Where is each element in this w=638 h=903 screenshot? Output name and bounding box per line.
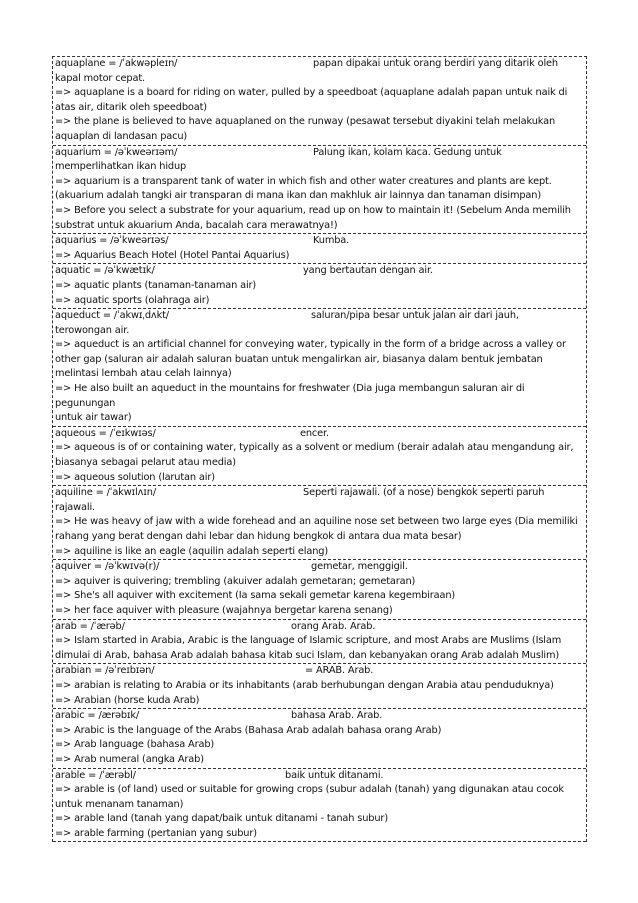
entry-term: aquatic = /əˈkwætɪk/ (55, 265, 155, 277)
example-line: => Aquarius Beach Hotel (Hotel Pantai Aquarius) (55, 249, 290, 261)
example-line: => the plane is believed to have aquaplaned on the runway (pesawat tersebut diyakini telah melakukan (55, 116, 556, 128)
entry-headline (55, 620, 584, 635)
example-line: => Before you select a substrate for your aquarium, read up on how to maintain it! (Sebelum Anda memilih (55, 204, 571, 216)
entry-term: arabic = /ærəbɪk/ (55, 710, 140, 722)
example-line: => He also built an aqueduct in the mountains for freshwater (Dia juga membangun saluran air di (55, 383, 525, 395)
example-line: (akuarium adalah tangki air transparan di mana ikan dan makhluk air lainnya dan tanaman disimpan) (55, 190, 542, 202)
dictionary-entry (53, 486, 586, 560)
example-line: biasanya sebagai pelarut atau media) (55, 457, 236, 469)
entry-headline (55, 264, 584, 279)
dictionary-entry (53, 57, 586, 146)
entry-headline (55, 560, 584, 575)
entry-meaning: baik untuk ditanami. (285, 769, 384, 781)
entry-term: arab = /ˈærəb/ (55, 620, 125, 632)
example-line: => aqueduct is an artificial channel for conveying water, typically in the form of a bridge across a valley or (55, 339, 566, 351)
entry-meaning-continued: rajawali. (55, 501, 95, 513)
entry-meaning: saluran/pipa besar untuk jalan air dari jauh, (311, 310, 519, 322)
dictionary-entries (52, 56, 587, 842)
example-line: => aquiline is like an eagle (aquilin adalah seperti elang) (55, 545, 329, 557)
example-line: => arabian is relating to Arabia or its inhabitants (arab berhubungan dengan Arabia atau penduduknya) (55, 679, 554, 691)
entry-meaning: orang Arab. Arab. (291, 620, 376, 632)
entry-headline (55, 664, 584, 679)
example-line: substrat untuk akuarium Anda, bacalah cara merawatnya!) (55, 219, 338, 231)
entry-meaning-continued: kapal motor cepat. (55, 72, 145, 84)
entry-meaning-continued: memperlihatkan ikan hidup (55, 161, 187, 173)
example-line: untuk menanam tanaman) (55, 798, 184, 810)
entry-meaning: bahasa Arab. Arab. (291, 710, 383, 722)
example-line: => Arab numeral (angka Arab) (55, 753, 204, 765)
example-line: => He was heavy of jaw with a wide forehead and an aquiline nose set between two large eyes (Dia memiliki (55, 516, 578, 528)
dictionary-entry (53, 709, 586, 768)
entry-headline (55, 427, 584, 442)
entry-meaning: papan dipakai untuk orang berdiri yang ditarik oleh (313, 58, 558, 69)
entry-term: aqueduct = /ˈakwɪˌdʌkt/ (55, 310, 169, 322)
example-line: dimulai di Arab, bahasa Arab adalah bahasa kitab suci Islam, dan kebanyakan orang Arab adalah Muslim) (55, 649, 560, 661)
dictionary-entry (53, 309, 586, 427)
entry-headline (55, 57, 584, 72)
example-line: => aquarium is a transparent tank of water in which fish and other water creatures and plants are kept. (55, 175, 552, 187)
example-line: => her face aquiver with pleasure (wajahnya bergetar karena senang) (55, 604, 393, 616)
example-line: atas air, ditarik oleh speedboat) (55, 101, 207, 113)
entry-meaning: = ARAB. Arab. (305, 665, 374, 677)
entry-meaning: Palung ikan, kolam kaca. Gedung untuk (313, 146, 502, 158)
example-line: => arable is (of land) used or suitable for growing crops (subur adalah (tanah) yang digunakan atau cocok (55, 784, 564, 796)
entry-meaning: gemetar, menggigil. (311, 561, 408, 573)
dictionary-entry (53, 146, 586, 235)
entry-headline (55, 709, 584, 724)
example-line: rahang yang berat dengan dahi lebar dan hidung bengkok di antara dua mata besar) (55, 531, 462, 542)
example-line: => Arabian (horse kuda Arab) (55, 694, 200, 706)
dictionary-entry (53, 264, 586, 309)
dictionary-entry (53, 427, 586, 486)
example-line: => She's all aquiver with excitement (Ia sama sekali gemetar karena kegembiraan) (55, 590, 456, 602)
example-line: => Islam started in Arabia, Arabic is the language of Islamic scripture, and most Arabs are Muslims (Islam (55, 635, 562, 647)
entry-term: aqueous = /ˈeɪkwɪəs/ (55, 427, 156, 439)
example-line: => aquatic sports (olahraga air) (55, 294, 210, 306)
entry-headline (55, 309, 584, 324)
example-line: => aqueous is of or containing water, typically as a solvent or medium (berair adalah atau mengandung air, (55, 442, 574, 454)
dictionary-entry (53, 769, 586, 843)
entry-headline (55, 769, 584, 784)
dictionary-entry (53, 664, 586, 709)
example-line: => aquatic plants (tanaman-tanaman air) (55, 279, 257, 291)
entry-term: arabian = /əˈreɪbɪən/ (55, 665, 155, 677)
entry-term: aquiline = /ˈakwɪlʌɪn/ (55, 487, 156, 499)
entry-meaning-continued: terowongan air. (55, 324, 130, 336)
example-line: => aqueous solution (larutan air) (55, 471, 215, 483)
entry-meaning: Kumba. (313, 235, 350, 247)
example-line: pegunungan (55, 397, 116, 409)
example-line: => arable farming (pertanian yang subur) (55, 827, 257, 839)
entry-meaning: yang bertautan dengan air. (303, 265, 433, 277)
dictionary-entry (53, 560, 586, 619)
example-line: => Arab language (bahasa Arab) (55, 739, 215, 751)
entry-meaning: Seperti rajawali. (of a nose) bengkok seperti paruh (303, 487, 545, 499)
example-line: => Arabic is the language of the Arabs (Bahasa Arab adalah bahasa orang Arab) (55, 724, 442, 736)
entry-term: aquaplane = /ˈakwəpleɪn/ (55, 58, 178, 69)
entry-meaning: encer. (300, 427, 329, 439)
entry-term: arable = /ˈærəbl/ (55, 769, 136, 781)
entry-term: aquiver = /əˈkwɪvə(r)/ (55, 561, 160, 573)
entry-term: aquarium = /əˈkweərɪəm/ (55, 146, 178, 158)
entry-headline (55, 146, 584, 161)
example-line: untuk air tawar) (55, 412, 132, 424)
entry-headline (55, 234, 584, 249)
example-line: aquaplan di landasan pacu) (55, 130, 188, 142)
dictionary-entry (53, 234, 586, 264)
example-line: => aquaplane is a board for riding on water, pulled by a speedboat (aquaplane adalah papan untuk naik di (55, 87, 568, 99)
example-line: => aquiver is quivering; trembling (akuiver adalah gemetaran; gemetaran) (55, 575, 416, 587)
example-line: melintasi lembah atau celah lainnya) (55, 368, 232, 380)
example-line: other gap (saluran air adalah saluran buatan untuk mengalirkan air, biasanya dalam bentuk jembatan (55, 353, 543, 365)
entry-term: aquarius = /əˈkweərɪəs/ (55, 235, 169, 247)
entry-headline (55, 486, 584, 501)
dictionary-entry (53, 620, 586, 665)
example-line: => arable land (tanah yang dapat/baik untuk ditanami - tanah subur) (55, 813, 388, 825)
